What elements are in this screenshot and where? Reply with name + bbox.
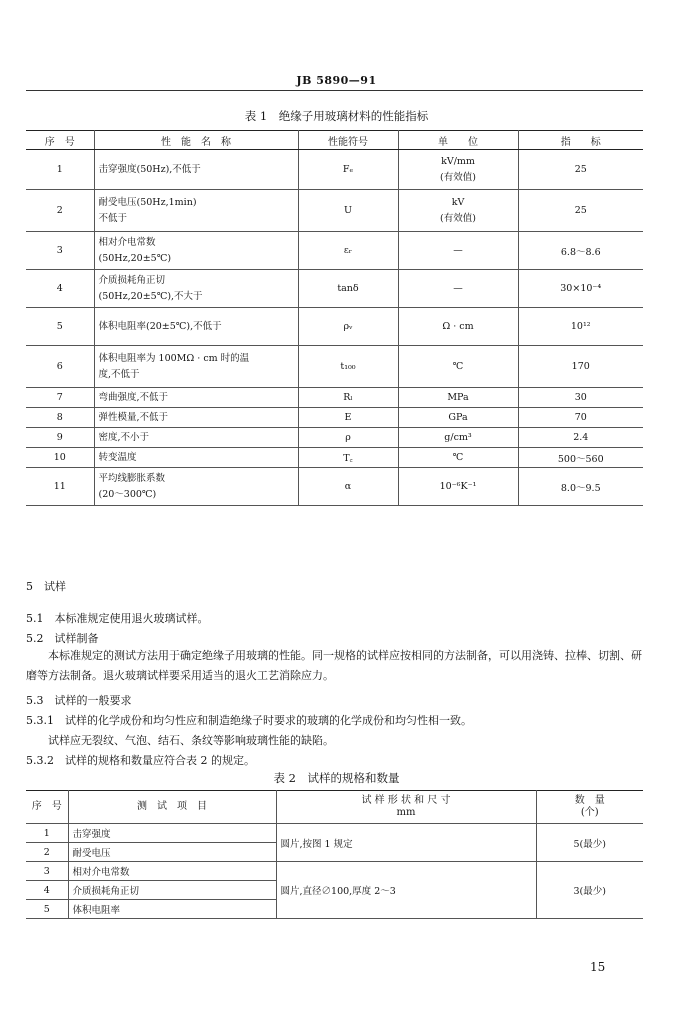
property-unit — [398, 150, 518, 190]
property-name — [94, 388, 298, 408]
table-row — [26, 150, 643, 190]
property-unit — [398, 346, 518, 388]
section-5-3-1: 5.3.1 试样的化学成份和均匀性应和制造绝缘子时要求的玻璃的化学成份和均匀性相一致。 — [26, 714, 472, 727]
property-name-line: 转变温度 — [98, 451, 137, 463]
header-rule — [26, 90, 643, 91]
unit-line: (有效值) — [440, 212, 476, 224]
table-row — [26, 468, 643, 506]
property-name — [94, 232, 298, 270]
property-symbol: T꜀ — [298, 448, 398, 468]
property-unit — [398, 428, 518, 448]
table-row — [26, 346, 643, 388]
property-value: 25 — [518, 150, 643, 190]
property-name-line: 弹性模量,不低于 — [98, 411, 169, 423]
header-cell: 单 位 — [398, 131, 518, 150]
property-name — [94, 346, 298, 388]
property-name-line: 弯曲强度,不低于 — [98, 391, 169, 403]
row-number: 6 — [26, 346, 94, 388]
property-name — [94, 448, 298, 468]
property-value: 6.8～8.6 — [518, 232, 643, 270]
row-number: 9 — [26, 428, 94, 448]
row-number: 5 — [26, 308, 94, 346]
property-name — [94, 270, 298, 308]
property-name-line: 相对介电常数 — [98, 236, 156, 248]
property-value: 2.4 — [518, 428, 643, 448]
property-unit — [398, 468, 518, 506]
header-cell — [276, 791, 536, 824]
property-name-line: 耐受电压(50Hz,1min) — [98, 196, 197, 208]
property-unit — [398, 408, 518, 428]
property-unit — [398, 190, 518, 232]
property-value: 170 — [518, 346, 643, 388]
property-value: 70 — [518, 408, 643, 428]
property-unit — [398, 270, 518, 308]
property-name-line: (20～300℃) — [98, 488, 157, 500]
property-value: 25 — [518, 190, 643, 232]
table2-caption: 表 2 试样的规格和数量 — [273, 771, 400, 785]
property-value: 10¹² — [518, 308, 643, 346]
table-row — [26, 862, 643, 881]
table2-header-row — [26, 791, 643, 824]
table1 — [26, 130, 643, 506]
property-symbol: E — [298, 408, 398, 428]
table-row — [26, 388, 643, 408]
table-row — [26, 824, 643, 843]
row-number: 2 — [26, 190, 94, 232]
table-row — [26, 232, 643, 270]
row-number: 11 — [26, 468, 94, 506]
property-name — [94, 190, 298, 232]
unit-line: — — [453, 244, 463, 256]
property-name-line: 平均线膨胀系数 — [98, 472, 166, 484]
row-number: 5 — [26, 900, 68, 919]
unit-line: (有效值) — [440, 171, 476, 183]
specimen-quantity: 3(最少) — [536, 862, 643, 919]
table-row — [26, 270, 643, 308]
qty-header-label: 数 量 — [574, 795, 605, 806]
header-cell: 序 号 — [26, 131, 94, 150]
standard-code-header: JB 5890—91 — [296, 74, 377, 87]
row-number: 3 — [26, 862, 68, 881]
table1-header-row — [26, 131, 643, 150]
property-name — [94, 468, 298, 506]
test-item: 相对介电常数 — [68, 862, 276, 881]
property-unit — [398, 388, 518, 408]
property-symbol: Fₑ — [298, 150, 398, 190]
header-cell: 测 试 项 目 — [68, 791, 276, 824]
unit-line: MPa — [447, 391, 469, 403]
header-cell: 序 号 — [26, 791, 68, 824]
property-name — [94, 150, 298, 190]
unit-line: kV — [451, 196, 465, 208]
property-name-line: 体积电阻率(20±5℃),不低于 — [98, 320, 222, 332]
unit-line: ℃ — [452, 451, 464, 463]
table-row — [26, 408, 643, 428]
property-value: 8.0～9.5 — [518, 468, 643, 506]
property-name-line: 密度,不小于 — [98, 431, 150, 443]
row-number: 10 — [26, 448, 94, 468]
header-cell — [536, 791, 643, 824]
test-item: 体积电阻率 — [68, 900, 276, 919]
section-5-3-title: 5.3 试样的一般要求 — [26, 694, 132, 707]
property-symbol: α — [298, 468, 398, 506]
table-row — [26, 308, 643, 346]
property-symbol: tanδ — [298, 270, 398, 308]
specimen-quantity: 5(最少) — [536, 824, 643, 862]
row-number: 8 — [26, 408, 94, 428]
unit-line: GPa — [448, 411, 468, 423]
header-cell: 指 标 — [518, 131, 643, 150]
section-5-3-2: 5.3.2 试样的规格和数量应符合表 2 的规定。 — [26, 754, 255, 767]
property-name — [94, 308, 298, 346]
property-unit — [398, 232, 518, 270]
property-name-line: 体积电阻率为 100MΩ · cm 时的温 — [98, 352, 250, 364]
unit-line: kV/mm — [441, 155, 475, 167]
test-item: 介质损耗角正切 — [68, 881, 276, 900]
shape-header-label: 试 样 形 状 和 尺 寸 — [361, 795, 451, 806]
shape-header-unit: mm — [396, 807, 416, 818]
property-name — [94, 408, 298, 428]
property-value: 500～560 — [518, 448, 643, 468]
property-symbol: t₁₀₀ — [298, 346, 398, 388]
table2 — [26, 790, 643, 919]
test-item: 击穿强度 — [68, 824, 276, 843]
table-row — [26, 448, 643, 468]
row-number: 4 — [26, 881, 68, 900]
section-5-2-body: 本标准规定的测试方法用于确定绝缘子用玻璃的性能。同一规格的试样应按相同的方法制备，可以用浇铸、拉棒、切割、研磨等方法制备。退火玻璃试样要采用适当的退火工艺消除应力。 — [26, 649, 642, 682]
header-cell: 性能符号 — [298, 131, 398, 150]
row-number: 3 — [26, 232, 94, 270]
row-number: 4 — [26, 270, 94, 308]
property-value: 30 — [518, 388, 643, 408]
table-row — [26, 428, 643, 448]
specimen-shape: 圆片,直径∅100,厚度 2～3 — [276, 862, 536, 919]
unit-line: Ω · cm — [442, 320, 474, 332]
qty-header-unit: (个) — [580, 807, 599, 818]
property-symbol: εᵣ — [298, 232, 398, 270]
table-row — [26, 190, 643, 232]
property-symbol: U — [298, 190, 398, 232]
property-symbol: ρ — [298, 428, 398, 448]
row-number: 1 — [26, 824, 68, 843]
page-number: 15 — [590, 960, 606, 974]
test-item: 耐受电压 — [68, 843, 276, 862]
property-name-line: (50Hz,20±5℃) — [98, 252, 172, 264]
specimen-shape: 圆片,按图 1 规定 — [276, 824, 536, 862]
property-unit — [398, 448, 518, 468]
unit-line: 10⁻⁶K⁻¹ — [439, 480, 477, 492]
property-name-line: 度,不低于 — [98, 368, 140, 380]
property-name-line: 介质损耗角正切 — [98, 274, 166, 286]
property-unit — [398, 308, 518, 346]
property-symbol: ρᵥ — [298, 308, 398, 346]
section-5-title: 5 试样 — [26, 580, 66, 593]
table1-caption: 表 1 绝缘子用玻璃材料的性能指标 — [244, 109, 429, 123]
property-name-line: (50Hz,20±5℃),不大于 — [98, 290, 203, 302]
section-5-1: 5.1 本标准规定使用退火玻璃试样。 — [26, 612, 209, 625]
header-cell: 性 能 名 称 — [94, 131, 298, 150]
unit-line: — — [453, 282, 463, 294]
property-name — [94, 428, 298, 448]
row-number: 2 — [26, 843, 68, 862]
unit-line: g/cm³ — [444, 431, 472, 443]
property-symbol: Rₗ — [298, 388, 398, 408]
unit-line: ℃ — [452, 360, 464, 372]
property-name-line: 不低于 — [98, 212, 128, 224]
section-5-2-title: 5.2 试样制备 — [26, 632, 99, 645]
row-number: 7 — [26, 388, 94, 408]
property-value: 30×10⁻⁴ — [518, 270, 643, 308]
row-number: 1 — [26, 150, 94, 190]
section-5-3-1-cont: 试样应无裂纹、气泡、结石、条纹等影响玻璃性能的缺陷。 — [48, 734, 334, 747]
property-name-line: 击穿强度(50Hz),不低于 — [98, 163, 201, 175]
